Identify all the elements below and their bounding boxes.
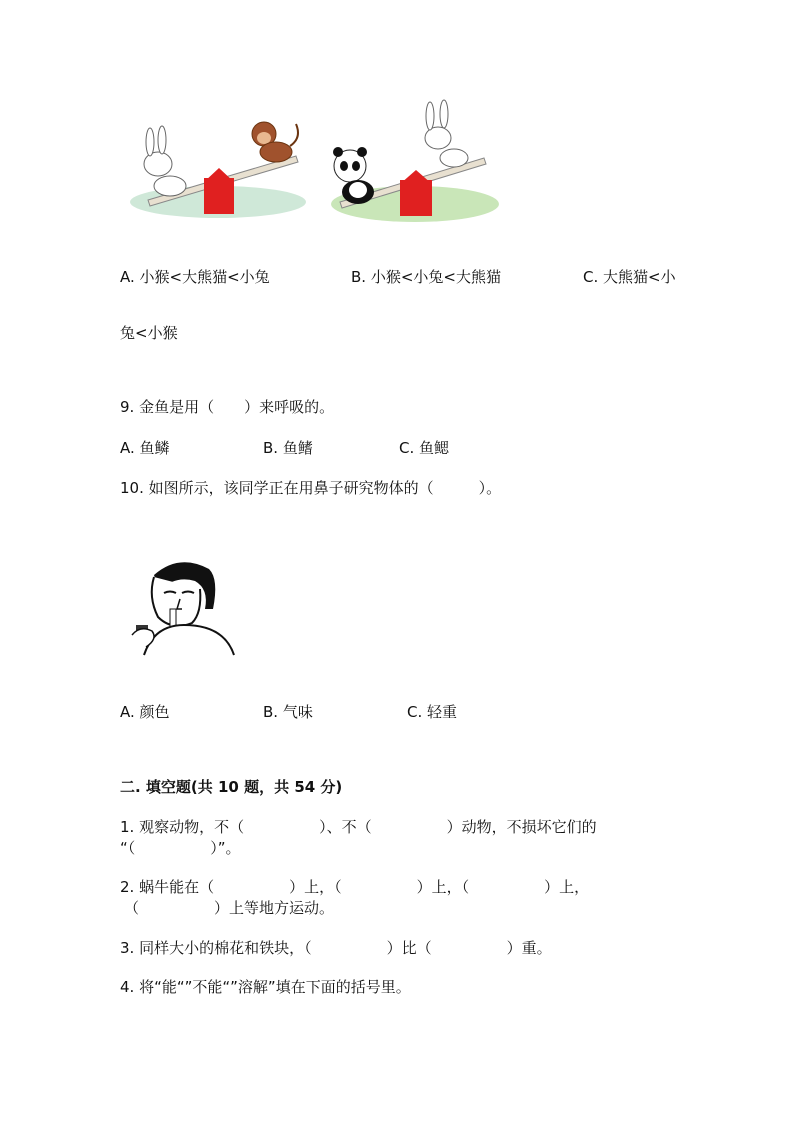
option-b: B. 小猴<小兔<大熊猫 <box>351 268 501 286</box>
seesaw-panda-rabbit-illustration <box>320 100 500 225</box>
q10-option-c: C. 轻重 <box>407 703 458 721</box>
monkey-icon <box>252 122 298 162</box>
question-9-stem: 9. 金鱼是用（ ）来呼吸的。 <box>120 398 335 416</box>
q9-option-c: C. 鱼鳃 <box>399 439 450 457</box>
option-c: C. 大熊猫<小 <box>583 268 676 286</box>
rabbit-icon <box>425 100 468 167</box>
panda-icon <box>333 147 374 204</box>
fill-question-2-line-1: 2. 蜗牛能在（ ）上，（ ）上，（ ）上， <box>120 878 590 896</box>
fill-question-1-line-2: “（ ）”。 <box>120 839 241 857</box>
option-c-continued: 兔<小猴 <box>120 324 178 342</box>
fill-question-2-line-2: （ ）上等地方运动。 <box>124 899 335 917</box>
q9-option-b: B. 鱼鳍 <box>263 439 313 457</box>
girl-smelling-illustration <box>124 555 234 655</box>
q10-option-b: B. 气味 <box>263 703 313 721</box>
section-heading: 二. 填空题(共 10 题，共 54 分) <box>120 778 343 796</box>
question-10-stem: 10. 如图所示，该同学正在用鼻子研究物体的（ ）。 <box>120 479 502 497</box>
fill-question-1-line-1: 1. 观察动物，不（ ）、不（ ）动物，不损坏它们的 <box>120 818 597 836</box>
seesaw-rabbit-monkey-illustration <box>128 112 308 222</box>
option-a: A. 小猴<大熊猫<小兔 <box>120 268 270 286</box>
fill-question-3: 3. 同样大小的棉花和铁块，（ ）比（ ）重。 <box>120 939 552 957</box>
q9-option-a: A. 鱼鳞 <box>120 439 170 457</box>
fill-question-4: 4. 将“能“”不能“”溶解”填在下面的括号里。 <box>120 978 411 996</box>
q10-option-a: A. 颜色 <box>120 703 170 721</box>
rabbit-icon <box>144 126 186 196</box>
